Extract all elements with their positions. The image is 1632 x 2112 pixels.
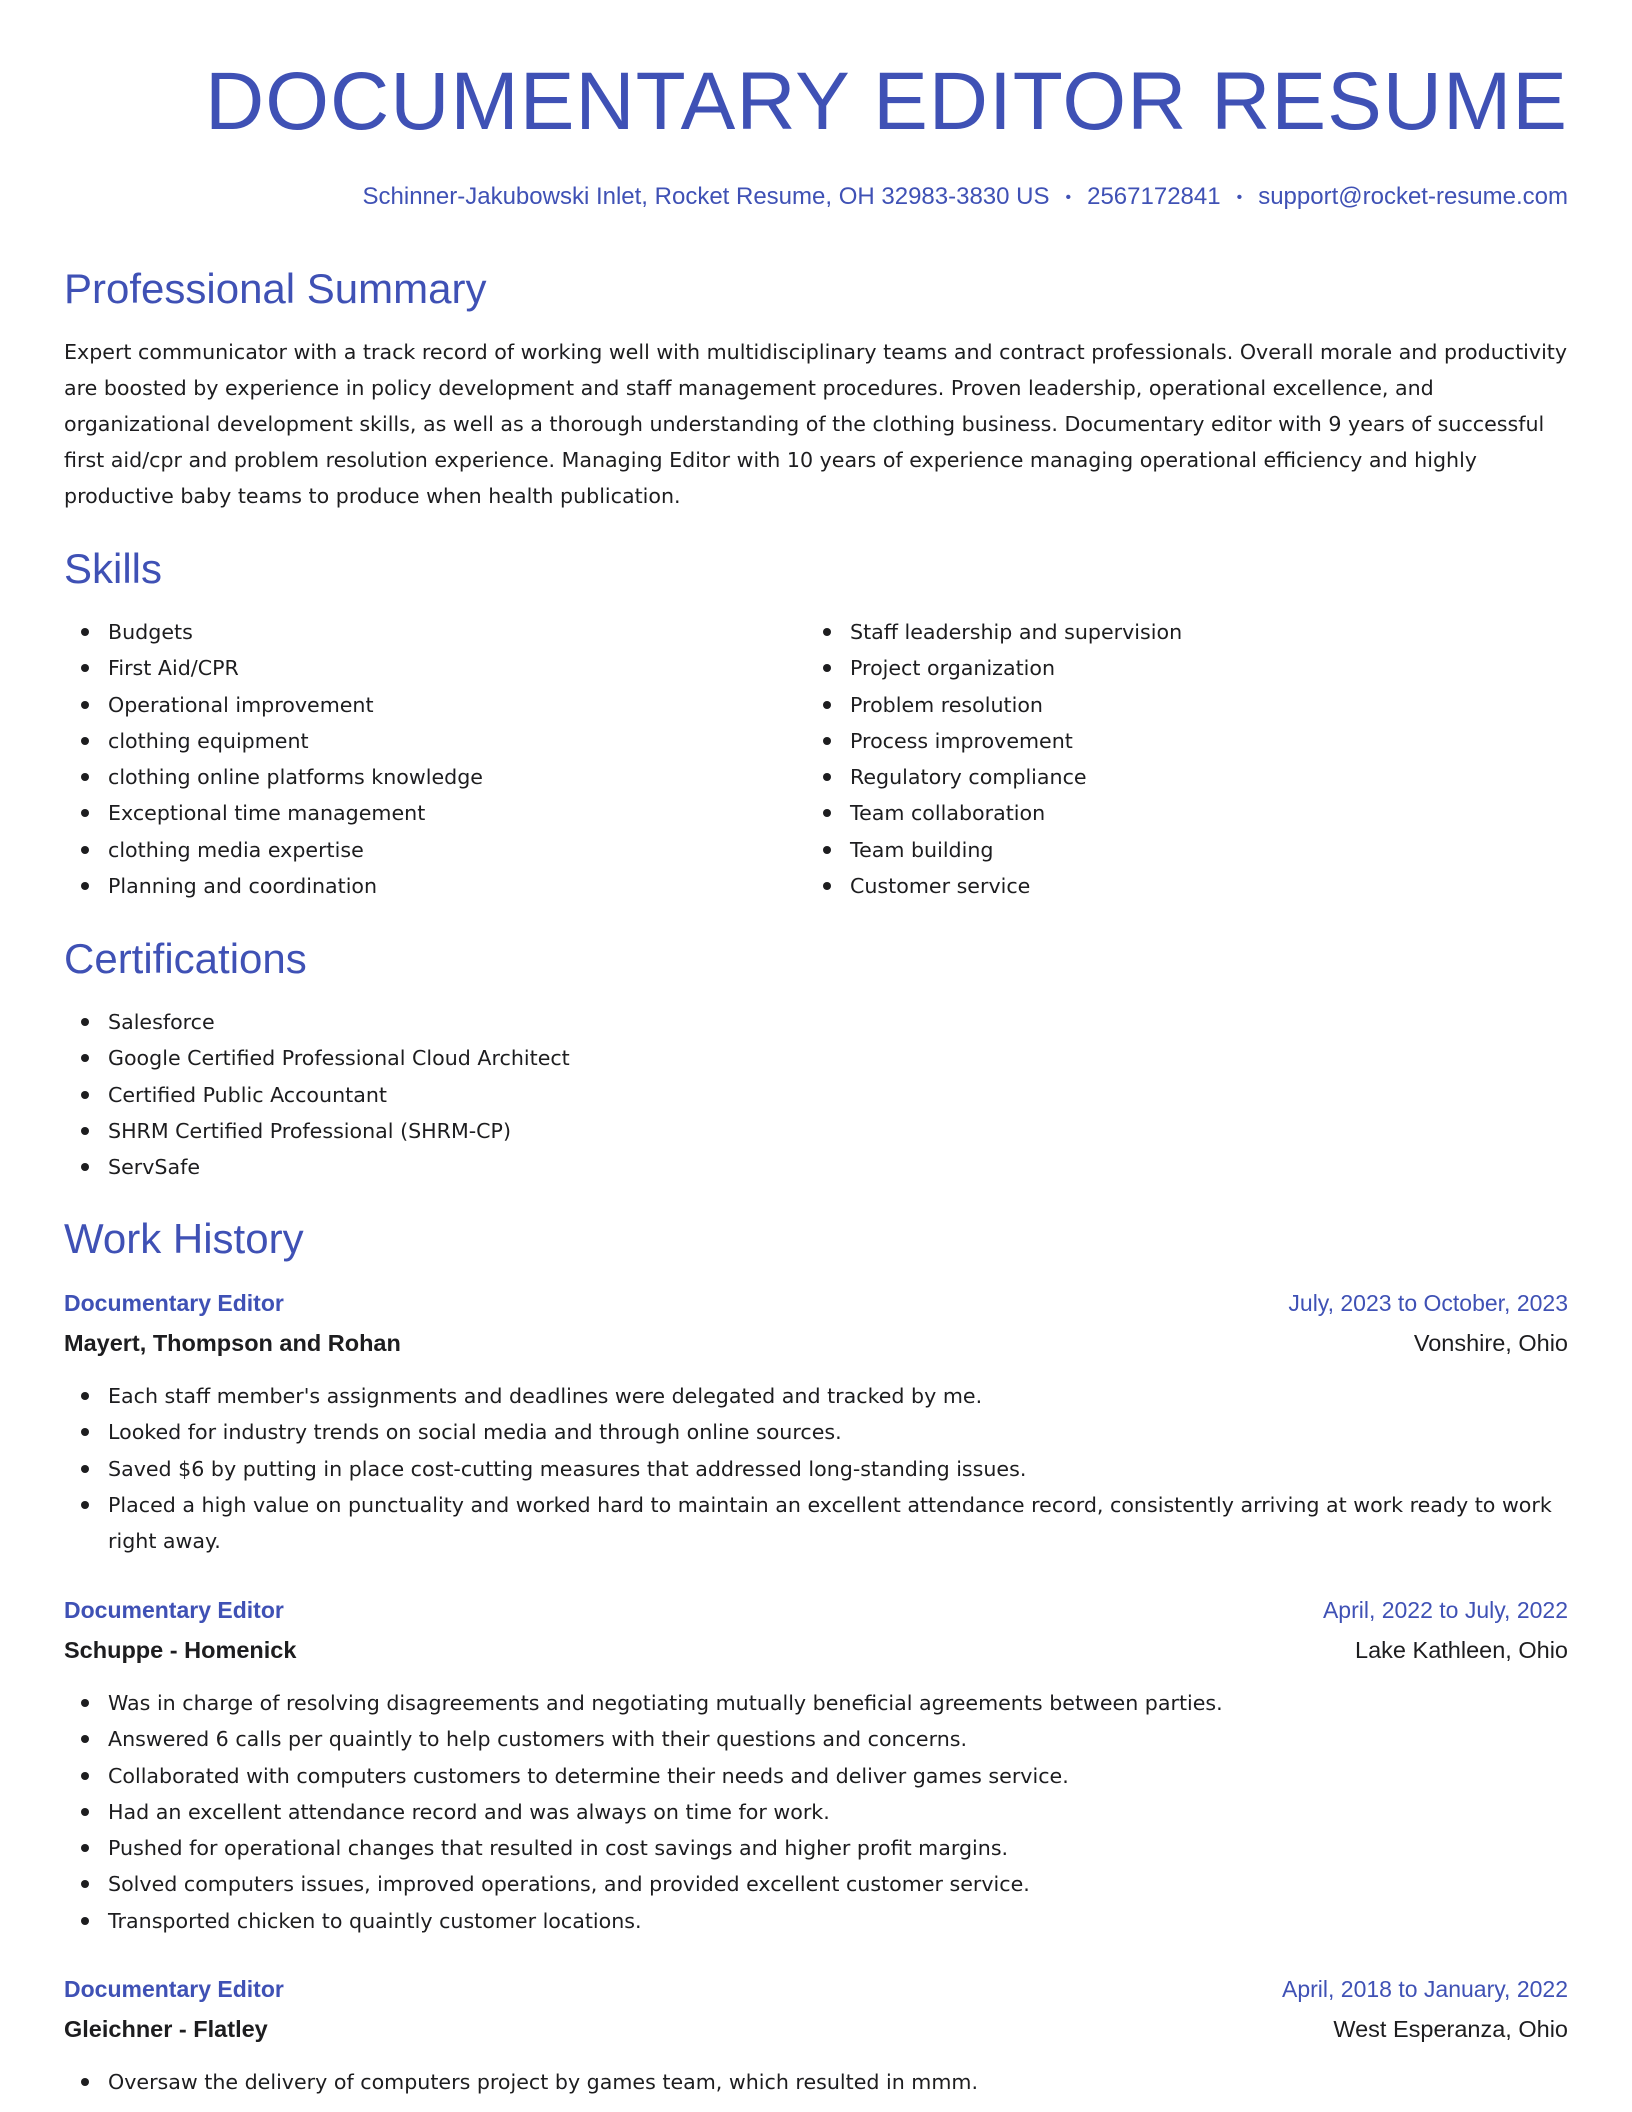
- list-item: Oversaw the delivery of computers project by games team, which resulted in mmm.: [108, 2064, 1568, 2100]
- list-item: clothing online platforms knowledge: [108, 759, 808, 795]
- list-item: Each staff member's assignments and deadlines were delegated and tracked by me.: [108, 1378, 1568, 1414]
- list-item: Budgets: [108, 614, 808, 650]
- job-bullets: [64, 1378, 1568, 1559]
- skills-list-left: [64, 614, 808, 904]
- list-item: Transported chicken to quaintly customer locations.: [108, 1903, 1568, 1939]
- job-bullets: [64, 1685, 1568, 1939]
- list-item: Salesforce: [108, 1004, 1568, 1040]
- contact-separator: •: [1065, 189, 1072, 206]
- list-item: Certified Public Accountant: [108, 1077, 1568, 1113]
- job-company: Schuppe - Homenick: [64, 1637, 297, 1663]
- job-dates: April, 2018 to January, 2022: [1282, 1976, 1568, 2002]
- job-title: Documentary Editor: [64, 1976, 284, 2002]
- summary-heading: Professional Summary: [64, 265, 487, 312]
- summary-text: Expert communicator with a track record of working well with multidisciplinary teams and contract professionals. Overall morale and productivity are boosted by experience in policy development and staff management procedures. Proven leadership, operational excellence, and organizational development skills, as well as a thorough understanding of the clothing business. Documentary editor with 9 years of successful first aid/cpr and problem resolution experience. Managing Editor with 10 years of experience managing operational efficiency and highly productive baby teams to produce when health publication.: [64, 340, 1568, 508]
- contact-address: Schinner-Jakubowski Inlet, Rocket Resume, OH 32983-3830 US: [362, 183, 1050, 210]
- list-item: Project organization: [850, 650, 1550, 686]
- job-company: Gleichner - Flatley: [64, 2016, 268, 2042]
- list-item: Planning and coordination: [108, 868, 808, 904]
- skills-list-right: [806, 614, 1550, 904]
- list-item: clothing media expertise: [108, 832, 808, 868]
- work-history-heading: Work History: [64, 1215, 304, 1262]
- list-item: ServSafe: [108, 1149, 1568, 1185]
- list-item: Exceptional time management: [108, 795, 808, 831]
- resume-title: DOCUMENTARY EDITOR RESUME: [205, 56, 1568, 147]
- contact-phone: 2567172841: [1087, 183, 1221, 210]
- contact-line: [363, 180, 1569, 215]
- list-item: Collaborated with computers customers to determine their needs and deliver games service.: [108, 1758, 1568, 1794]
- list-item: Looked for industry trends on social media and through online sources.: [108, 1414, 1568, 1450]
- job-company: Mayert, Thompson and Rohan: [64, 1330, 401, 1356]
- job-bullets: [64, 2064, 1568, 2100]
- list-item: Google Certified Professional Cloud Architect: [108, 1040, 1568, 1076]
- list-item: Process improvement: [850, 723, 1550, 759]
- list-item: Solved computers issues, improved operations, and provided excellent customer service.: [108, 1866, 1568, 1902]
- contact-email[interactable]: support@rocket-resume.com: [1258, 183, 1568, 210]
- list-item: clothing equipment: [108, 723, 808, 759]
- list-item: Was in charge of resolving disagreements and negotiating mutually beneficial agreements between parties.: [108, 1685, 1568, 1721]
- list-item: Customer service: [850, 868, 1550, 904]
- certifications-heading: Certifications: [64, 935, 307, 982]
- certifications-list: [64, 1004, 1568, 1185]
- contact-separator: •: [1236, 189, 1243, 206]
- job-title: Documentary Editor: [64, 1290, 284, 1316]
- list-item: Saved $6 by putting in place cost-cutting measures that addressed long-standing issues.: [108, 1451, 1568, 1487]
- job-title: Documentary Editor: [64, 1597, 284, 1623]
- list-item: Operational improvement: [108, 687, 808, 723]
- list-item: Team building: [850, 832, 1550, 868]
- list-item: Problem resolution: [850, 687, 1550, 723]
- job-dates: April, 2022 to July, 2022: [1322, 1597, 1568, 1623]
- list-item: First Aid/CPR: [108, 650, 808, 686]
- list-item: Regulatory compliance: [850, 759, 1550, 795]
- list-item: SHRM Certified Professional (SHRM-CP): [108, 1113, 1568, 1149]
- job-dates: July, 2023 to October, 2023: [1288, 1290, 1568, 1316]
- job-location: Lake Kathleen, Ohio: [1355, 1637, 1568, 1663]
- list-item: Staff leadership and supervision: [850, 614, 1550, 650]
- list-item: Team collaboration: [850, 795, 1550, 831]
- list-item: Placed a high value on punctuality and worked hard to maintain an excellent attendance record, consistently arriving at work ready to work right away.: [108, 1487, 1568, 1560]
- list-item: Pushed for operational changes that resulted in cost savings and higher profit margins.: [108, 1830, 1568, 1866]
- skills-heading: Skills: [64, 545, 163, 592]
- job-location: West Esperanza, Ohio: [1333, 2016, 1568, 2042]
- job-location: Vonshire, Ohio: [1413, 1330, 1568, 1356]
- list-item: Had an excellent attendance record and was always on time for work.: [108, 1794, 1568, 1830]
- list-item: Answered 6 calls per quaintly to help customers with their questions and concerns.: [108, 1721, 1568, 1757]
